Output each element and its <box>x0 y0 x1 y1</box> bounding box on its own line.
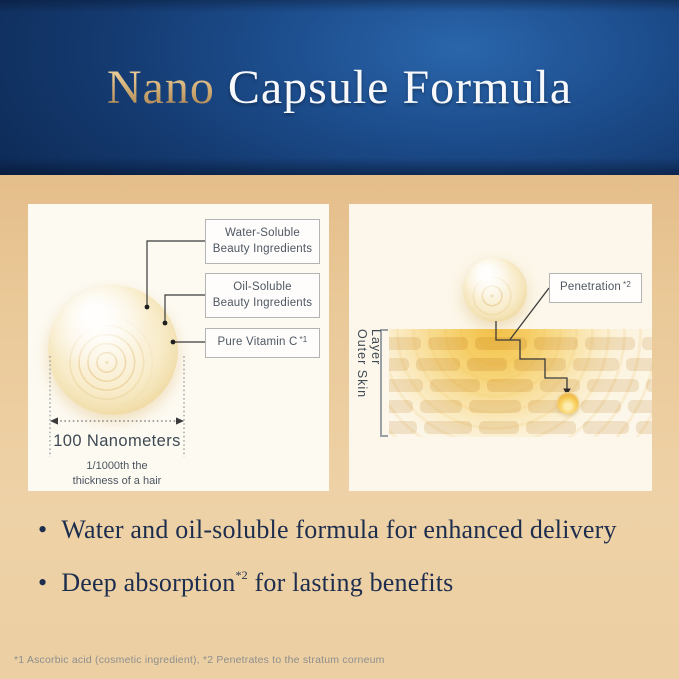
skin-layer-label: Outer Skin Layer <box>355 329 383 399</box>
bullet-marker: • <box>38 515 48 544</box>
label-pure-vitamin-c <box>205 328 320 358</box>
label-line: Water-Soluble <box>224 227 301 240</box>
label-line: Oil-Soluble <box>233 281 292 294</box>
benefit-bullets <box>38 515 658 621</box>
page-title-accent: Nano <box>106 61 215 114</box>
size-measurement-note: 1/1000th the thickness of a hair <box>72 460 162 487</box>
label-line: Pure Vitamin C *1 <box>217 335 308 349</box>
label-oil-soluble <box>205 273 320 318</box>
page-title <box>107 60 572 115</box>
label-line: Beauty Ingredients <box>212 296 313 309</box>
footnote-marker: *1 <box>299 335 308 345</box>
penetrated-capsule-sphere <box>557 392 579 414</box>
label-line: Beauty Ingredients <box>212 242 313 255</box>
header-band <box>0 0 679 175</box>
footnote: *1 Ascorbic acid (cosmetic ingredient), *2 Penetrates to the stratum corneum <box>14 654 385 666</box>
footnote-marker: *2 <box>623 280 631 290</box>
label-water-soluble <box>205 219 320 264</box>
bullet-deep-absorption: • Deep absorption$^{*2}$ for lasting benefits <box>38 568 454 597</box>
bullet-enhanced-delivery: • Water and oil-soluble formula for enhanced delivery <box>38 515 617 544</box>
right-panel-connectors <box>349 204 652 491</box>
penetration-panel <box>349 204 652 491</box>
footnote-marker: *2 <box>235 568 248 583</box>
label-line: Penetration *2 <box>560 280 631 294</box>
size-measurement-value: 100 Nanometers <box>53 432 181 450</box>
bullet-marker: • <box>38 568 48 597</box>
page-title-rest: Capsule Formula <box>214 61 573 114</box>
label-penetration <box>549 273 642 303</box>
capsule-structure-panel <box>28 204 329 491</box>
